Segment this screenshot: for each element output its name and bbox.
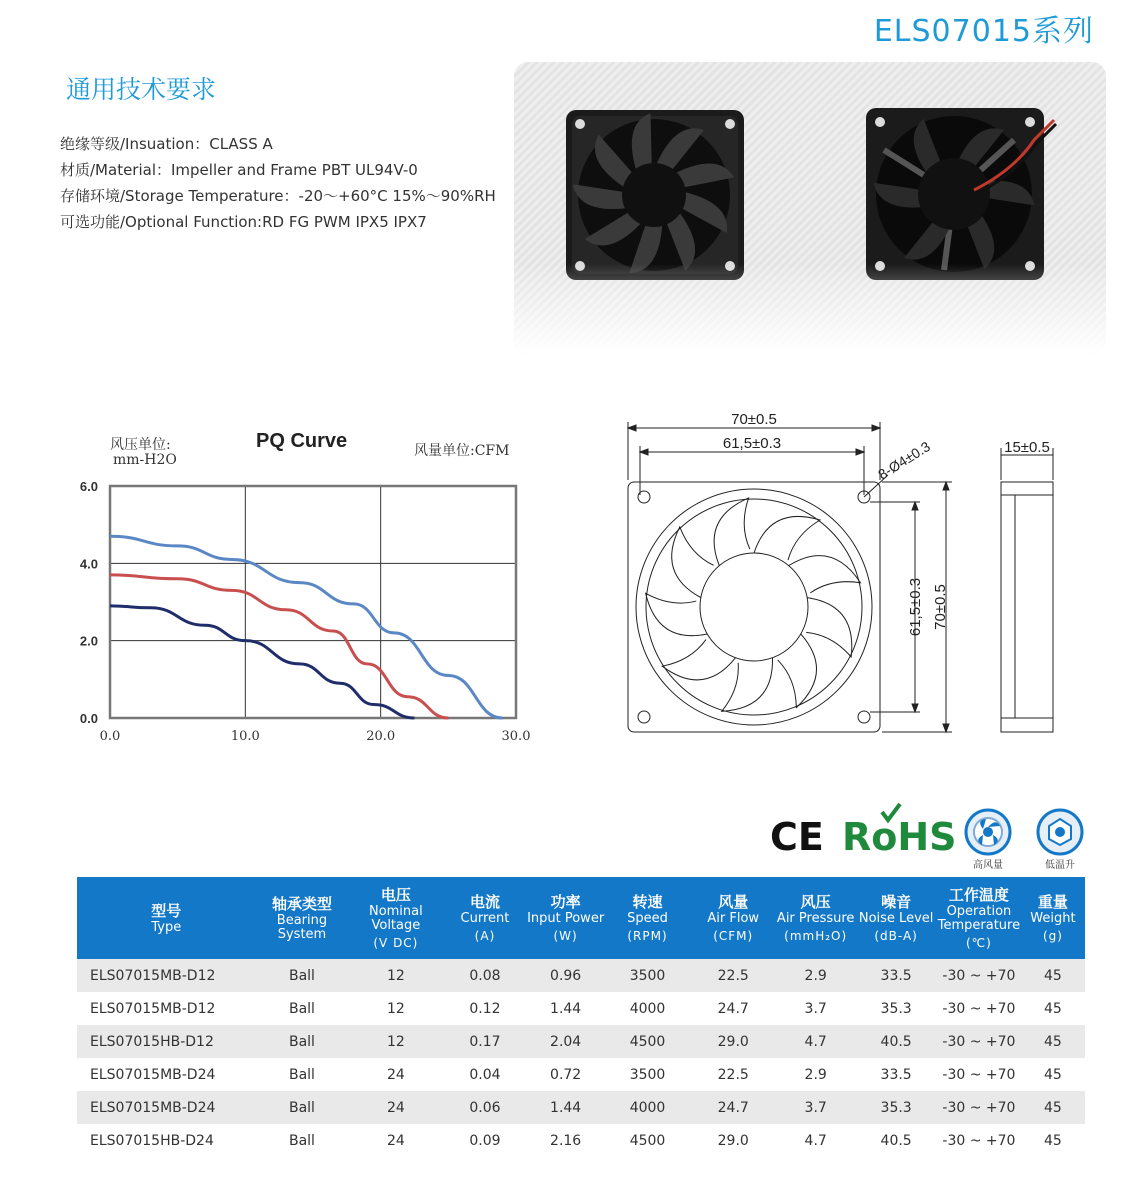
table-row [77,1124,1085,1157]
header-current: 电流 Current (A) [443,877,526,959]
table-cell: 4000 [629,1000,666,1017]
table-cell: 35.3 [855,1091,937,1124]
table-cell: 40.5 [880,1132,912,1149]
spec-table [77,877,1085,1157]
table-cell: 24.7 [717,1000,749,1017]
low-temp-rise-icon [1038,810,1082,854]
fan-photo-back [866,108,1056,280]
header-speed: 转速 Speed (RPM) [605,877,691,959]
table-row [77,992,1085,1025]
dimension-drawing [620,410,1070,740]
table-cell: ELS07015MB-D12 [90,1000,216,1017]
y-tick-label: 6.0 [79,479,98,494]
high-airflow-label: 高风量 [973,860,1003,871]
product-photo [514,62,1106,354]
table-cell: 12 [386,1000,405,1017]
table-cell: 12 [348,959,443,992]
table-cell: 0.17 [443,1025,526,1058]
certification-logos [770,802,1090,872]
table-cell: 22.5 [717,1066,749,1083]
section-title: 通用技术要求 [66,75,217,104]
table-cell: ELS07015HB-D12 [77,1025,256,1058]
series-title: ELS07015系列 [873,14,1094,49]
rohs-logo: RoHS [842,815,957,859]
table-cell: -30 ~ +70 [942,1066,1016,1083]
spec-storage: 存储环境/Storage Temperature：-20～+60°C 15%～90%RH [60,187,496,205]
x-tick-label: 20.0 [366,729,396,744]
ce-logo: CE [770,815,824,859]
y-tick-label: 4.0 [79,556,98,572]
pressure-unit-label: 风压单位: [110,437,171,453]
header-temperature: 工作温度 Operation Temperature (℃) [937,877,1021,959]
high-airflow-icon [966,810,1010,854]
table-cell: 2.16 [550,1132,582,1149]
header-noise: 噪音 Noise Level (dB-A) [855,877,937,959]
table-cell: Ball [256,959,349,992]
y-tick-label: 0.0 [79,711,98,726]
header-type: 型号 Type [77,877,256,959]
table-cell: 4.7 [804,1132,827,1149]
table-cell: Ball [256,1025,349,1058]
table-cell: Ball [288,1000,315,1017]
table-cell: 45 [1044,1132,1062,1149]
table-cell: 24.7 [690,1091,776,1124]
spec-material: 材质/Material：Impeller and Frame PBT UL94V-0 [60,161,418,179]
table-cell: 0.06 [443,1091,526,1124]
table-cell: 24 [386,1066,405,1083]
table-cell: 29.0 [717,1132,749,1149]
table-row [77,1091,1085,1124]
x-tick-label: 10.0 [230,729,260,744]
table-cell: -30 ~ +70 [942,1132,1016,1149]
table-row [77,959,1085,992]
table-cell: 33.5 [880,1066,912,1083]
table-cell: -30 ~ +70 [937,1091,1021,1124]
table-cell: 45 [1044,1066,1062,1083]
table-cell: 3500 [629,1066,666,1083]
header-pressure: 风压 Air Pressure (mmH₂O) [776,877,855,959]
low-temp-rise-label: 低温升 [1045,860,1075,871]
table-row [77,1025,1085,1058]
dim-height-total: 70±0.5 [932,584,949,630]
dim-width-total: 70±0.5 [731,411,777,428]
table-cell: 4500 [629,1132,666,1149]
table-cell: 4.7 [776,1025,855,1058]
table-cell: 0.08 [443,959,526,992]
plot-frame [110,486,516,718]
pq-title: PQ Curve [256,430,348,452]
x-tick-label: 30.0 [501,729,531,744]
header-bearing: 轴承类型 Bearing System [256,877,349,959]
table-cell: 12 [348,1025,443,1058]
header-voltage: 电压 Nominal Voltage (V DC) [348,877,443,959]
table-cell: 0.96 [527,959,605,992]
table-cell: 1.44 [550,1000,582,1017]
table-cell: Ball [288,1066,315,1083]
table-cell: ELS07015MB-D24 [90,1066,216,1083]
table-cell: 24 [386,1132,405,1149]
table-cell: 45 [1021,1091,1085,1124]
y-tick-label: 2.0 [79,633,98,649]
table-cell: 3500 [605,959,691,992]
table-cell: ELS07015MB-D12 [77,959,256,992]
table-cell: 2.04 [527,1025,605,1058]
table-cell: 4500 [605,1025,691,1058]
table-cell: ELS07015MB-D24 [77,1091,256,1124]
header-weight: 重量 Weight (g) [1021,877,1085,959]
table-cell: -30 ~ +70 [942,1000,1016,1017]
table-cell: 4000 [605,1091,691,1124]
series-line [110,606,415,718]
series-line [110,575,448,718]
table-cell: 45 [1044,1000,1062,1017]
table-cell: ELS07015HB-D24 [90,1132,214,1149]
table-cell: 0.09 [469,1132,501,1149]
table-cell: -30 ~ +70 [937,959,1021,992]
dim-depth: 15±0.5 [1004,439,1050,456]
table-cell: Ball [256,1091,349,1124]
table-cell: 45 [1021,1025,1085,1058]
table-row [77,1058,1085,1091]
flow-unit-label: 风量单位:CFM [414,443,510,459]
spec-insulation: 绝缘等级/Insuation：CLASS A [60,135,273,153]
pressure-unit: mm-H2O [113,452,177,468]
table-cell: 40.5 [855,1025,937,1058]
pq-chart [70,470,540,760]
fan-photo-front [566,110,744,280]
table-header-row [77,877,1085,959]
dim-hole-pitch-v: 61,5±0.3 [907,577,924,637]
table-cell: 2.9 [776,959,855,992]
spec-optional: 可选功能/Optional Function:RD FG PWM IPX5 IPX7 [60,213,427,231]
table-cell: 22.5 [690,959,776,992]
table-cell: 0.04 [469,1066,501,1083]
table-cell: 45 [1021,959,1085,992]
table-cell: Ball [288,1132,315,1149]
table-cell: 33.5 [855,959,937,992]
table-cell: 35.3 [880,1000,912,1017]
header-airflow: 风量 Air Flow (CFM) [690,877,776,959]
table-cell: 1.44 [527,1091,605,1124]
dim-holes: 8-Ø4±0.3 [875,438,934,483]
header-power: 功率 Input Power (W) [527,877,605,959]
table-cell: 3.7 [776,1091,855,1124]
table-cell: 0.72 [550,1066,582,1083]
table-cell: -30 ~ +70 [937,1025,1021,1058]
dim-hole-pitch: 61,5±0.3 [722,435,782,452]
table-cell: 2.9 [804,1066,827,1083]
table-cell: 3.7 [804,1000,827,1017]
table-cell: 29.0 [690,1025,776,1058]
table-cell: 24 [348,1091,443,1124]
table-cell: 0.12 [469,1000,501,1017]
x-tick-label: 0.0 [99,729,121,744]
